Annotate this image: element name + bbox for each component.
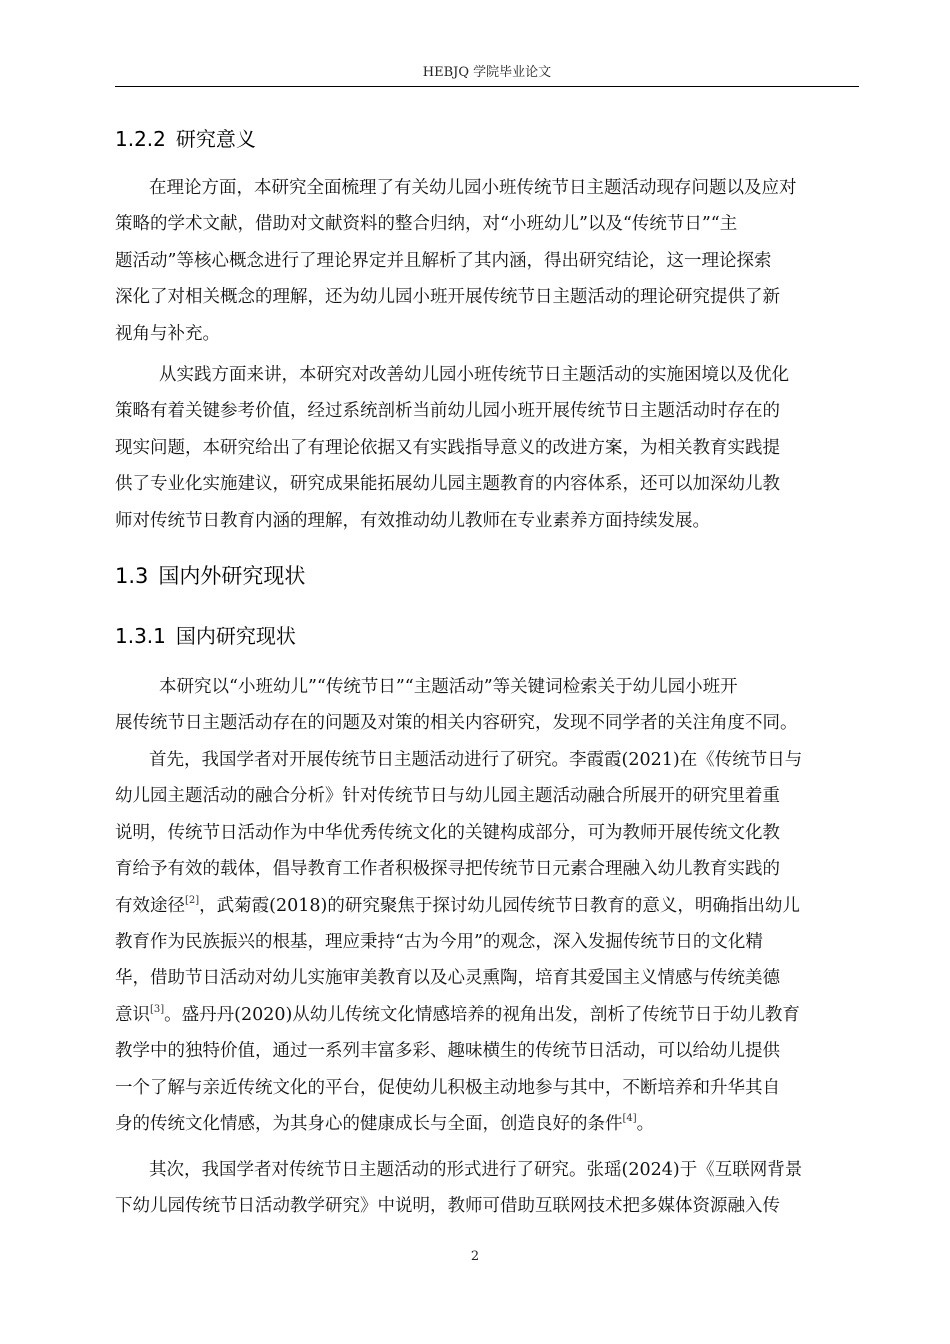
text-line: 首先，我国学者对开展传统节日主题活动进行了研究。李霞霞(2021)在《传统节日与 xyxy=(149,750,803,770)
text-line xyxy=(115,1106,855,1142)
text-line: 华，借助节日活动对幼儿实施审美教育以及心灵熏陶，培育其爱国主义情感与传统美德 xyxy=(115,968,780,989)
section-title: 国内研究现状 xyxy=(175,624,296,648)
text-line: 深化了对相关概念的理解，还为幼儿园小班开展传统节日主题活动的理论研究提供了新 xyxy=(115,287,780,308)
text-line xyxy=(115,997,855,1033)
running-header: HEBJQ 学院毕业论文 xyxy=(422,65,552,80)
text-line: 育给予有效的载体，倡导教育工作者积极探寻把传统节日元素合理融入幼儿教育实践的 xyxy=(115,859,780,880)
citation-ref-2[interactable]: [2] xyxy=(185,894,200,906)
text-line: 其次，我国学者对传统节日主题活动的形式进行了研究。张瑶(2024)于《互联网背景 xyxy=(149,1160,803,1180)
text-line: 视角与补充。 xyxy=(115,323,220,344)
paragraph-first-research-strand xyxy=(115,742,855,1142)
citation-ref-4[interactable]: [4] xyxy=(622,1112,637,1124)
section-number: 1.2.2 xyxy=(115,127,166,151)
citation-ref-3[interactable]: [3] xyxy=(150,1003,165,1015)
paragraph-practical-significance xyxy=(115,357,855,539)
text-line xyxy=(115,888,855,924)
text-run: 有效途径 xyxy=(115,895,185,916)
text-line: 师对传统节日教育内涵的理解，有效推动幼儿教师在专业素养方面持续发展。 xyxy=(115,510,710,531)
section-heading-1-2-2 xyxy=(115,126,256,152)
text-line: 现实问题，本研究给出了有理论依据又有实践指导意义的改进方案，为相关教育实践提 xyxy=(115,437,780,458)
text-run: 。盛丹丹(2020)从幼儿传统文化情感培养的视角出发，剖析了传统节日于幼儿教育 xyxy=(164,1004,800,1025)
text-run: 意识 xyxy=(115,1004,150,1025)
header-rule xyxy=(115,86,859,87)
text-line: 展传统节日主题活动存在的问题及对策的相关内容研究，发现不同学者的关注角度不同。 xyxy=(115,713,798,734)
text-line: 教育作为民族振兴的根基，理应秉持“古为今用”的观念，深入发掘传统节日的文化精 xyxy=(115,931,763,952)
text-line: 题活动”等核心概念进行了理论界定并且解析了其内涵，得出研究结论，这一理论探索 xyxy=(115,250,772,271)
text-line: 策略的学术文献，借助对文献资料的整合归纳，对“小班幼儿”以及“传统节日”“主 xyxy=(115,214,738,235)
section-number: 1.3.1 xyxy=(115,624,166,648)
text-run: 。 xyxy=(636,1113,655,1134)
section-title: 国内外研究现状 xyxy=(158,564,306,588)
section-heading-1-3-1 xyxy=(115,623,296,649)
paragraph-second-research-strand xyxy=(115,1152,855,1225)
text-line: 供了专业化实施建议，研究成果能拓展幼儿园主题教育的内容体系，还可以加深幼儿教 xyxy=(115,474,780,495)
text-line: 在理论方面，本研究全面梳理了有关幼儿园小班传统节日主题活动现存问题以及应对 xyxy=(149,178,797,198)
text-line: 说明，传统节日活动作为中华优秀传统文化的关键构成部分，可为教师开展传统文化教 xyxy=(115,822,780,843)
text-line: 本研究以“小班幼儿”“传统节日”“主题活动”等关键词检索关于幼儿园小班开 xyxy=(159,677,738,697)
paragraph-theoretical-significance xyxy=(115,170,855,352)
text-run: 身的传统文化情感，为其身心的健康成长与全面，创造良好的条件 xyxy=(115,1113,623,1134)
text-line: 从实践方面来讲，本研究对改善幼儿园小班传统节日主题活动的实施困境以及优化 xyxy=(159,365,789,385)
text-line: 一个了解与亲近传统文化的平台，促使幼儿积极主动地参与其中，不断培养和升华其自 xyxy=(115,1077,780,1098)
text-line: 幼儿园主题活动的融合分析》针对传统节日与幼儿园主题活动融合所展开的研究里着重 xyxy=(115,786,780,807)
text-line: 策略有着关键参考价值，经过系统剖析当前幼儿园小班开展传统节日主题活动时存在的 xyxy=(115,401,780,422)
page-number: 2 xyxy=(470,1249,480,1264)
text-line: 教学中的独特价值，通过一系列丰富多彩、趣味横生的传统节日活动，可以给幼儿提供 xyxy=(115,1041,780,1062)
paragraph-search-overview xyxy=(115,669,855,742)
section-number: 1.3 xyxy=(115,564,149,588)
text-run: ，武菊霞(2018)的研究聚焦于探讨幼儿园传统节日教育的意义，明确指出幼儿 xyxy=(199,895,800,916)
section-heading-1-3 xyxy=(115,562,305,590)
text-line: 下幼儿园传统节日活动教学研究》中说明，教师可借助互联网技术把多媒体资源融入传 xyxy=(115,1196,780,1217)
section-title: 研究意义 xyxy=(175,127,256,151)
